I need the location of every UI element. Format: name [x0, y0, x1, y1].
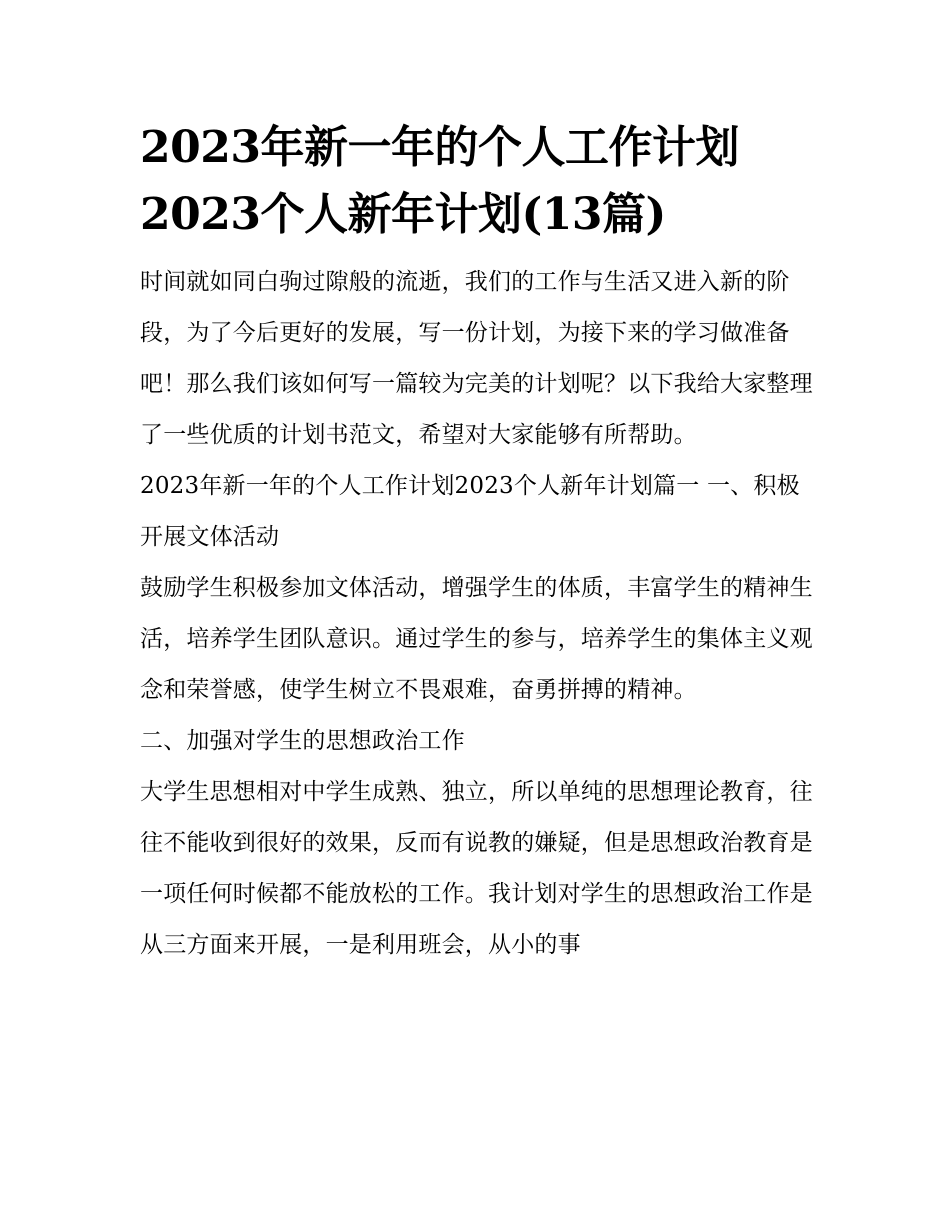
section-2-heading: 二、加强对学生的思想政治工作 [140, 728, 465, 754]
section-1-heading: 2023年新一年的个人工作计划2023个人新年计划篇一 一、积极开展文体活动 [140, 473, 800, 550]
intro-paragraph: 时间就如同白驹过隙般的流逝，我们的工作与生活又进入新的阶段，为了今后更好的发展，写一份计划，为接下来的学习做准备吧！那么我们该如何写一篇较为完美的计划呢？以下我给大家整理了一些优质的计划书范文，希望对大家能够有所帮助。 [140, 269, 813, 448]
document-title [140, 114, 815, 248]
section-1-body: 鼓励学生积极参加文体活动，增强学生的体质，丰富学生的精神生活，培养学生团队意识。通过学生的参与，培养学生的集体主义观念和荣誉感，使学生树立不畏艰难，奋勇拼搏的精神。 [140, 575, 813, 703]
title-line-1: 2023年新一年的个人工作计划 [140, 122, 739, 173]
title-line-2: 2023个人新年计划(13篇) [140, 189, 666, 240]
section-2-body: 大学生思想相对中学生成熟、独立，所以单纯的思想理论教育，往往不能收到很好的效果，反而有说教的嫌疑，但是思想政治教育是一项任何时候都不能放松的工作。我计划对学生的思想政治工作是从三方面来开展，一是利用班会，从小的事 [140, 779, 813, 958]
document-page [140, 114, 815, 971]
